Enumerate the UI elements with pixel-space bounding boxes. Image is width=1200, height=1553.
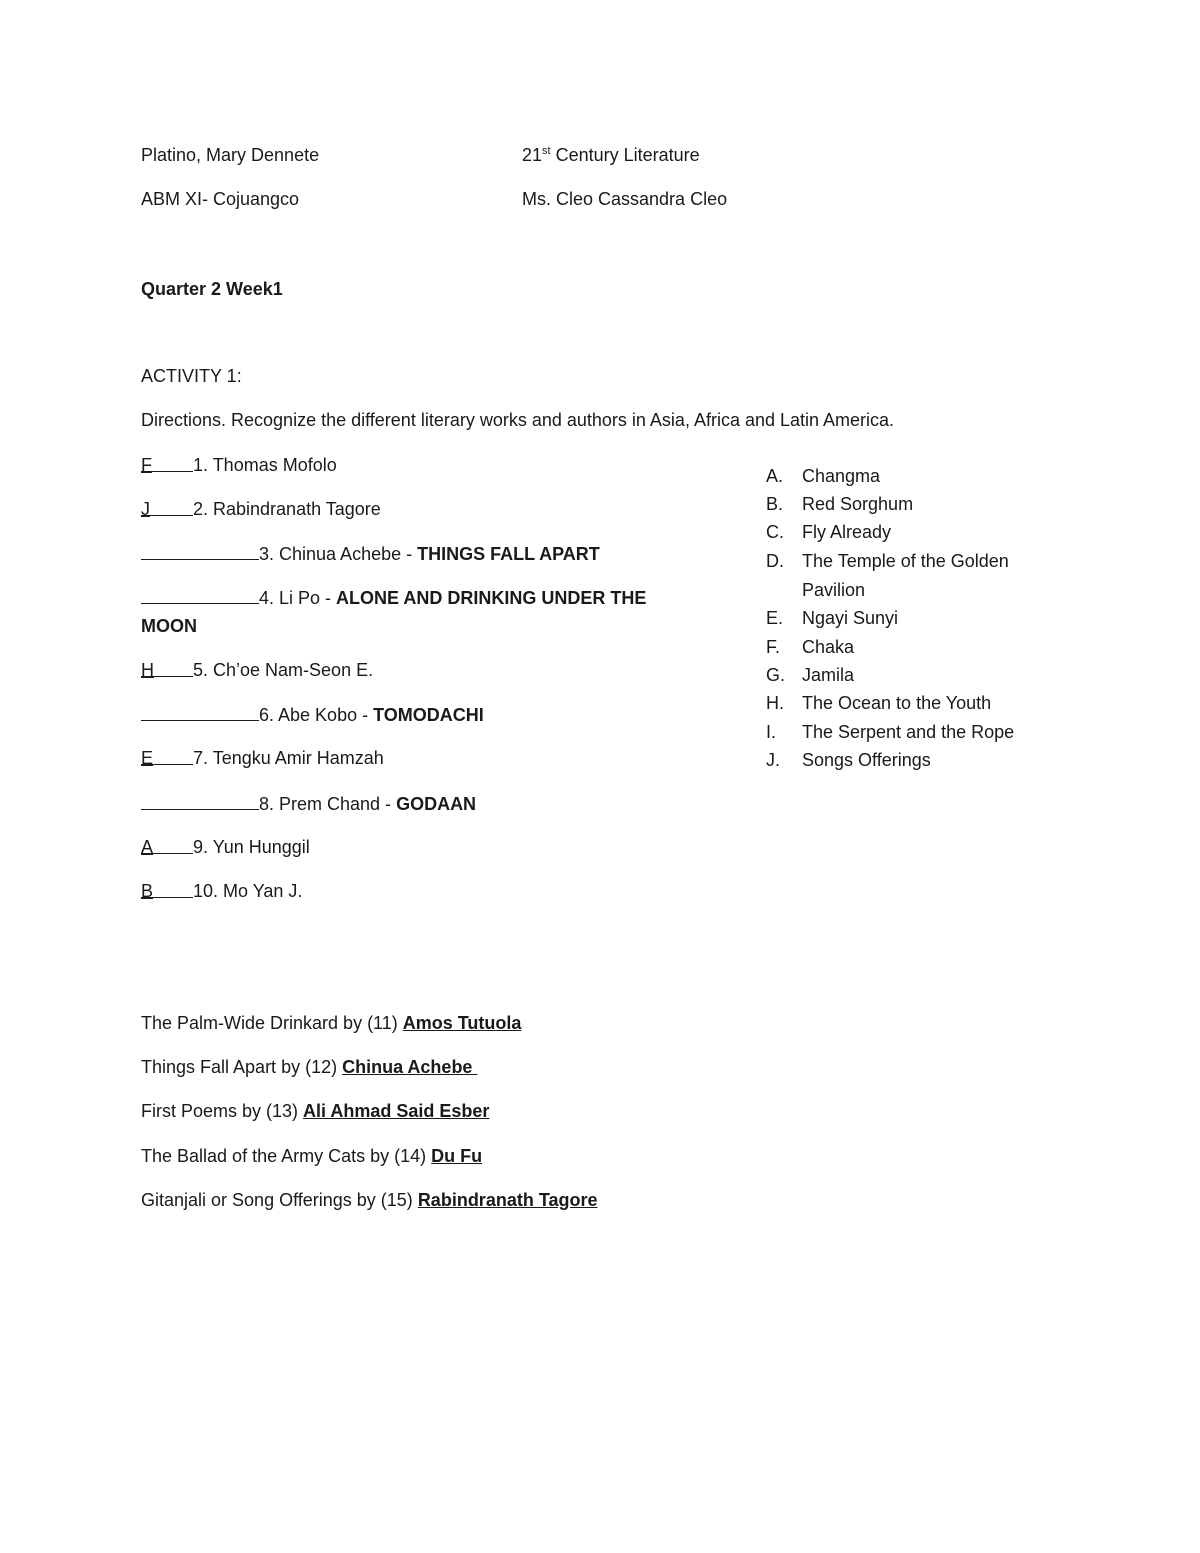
item-2: J 2. Rabindranath Tagore (141, 499, 381, 519)
quarter-heading: Quarter 2 Week1 (141, 279, 283, 299)
option-e: E. Ngayi Sunyi (766, 608, 899, 628)
activity-title: ACTIVITY 1: (141, 366, 242, 386)
item-7: E 7. Tengku Amir Hamzah (141, 748, 384, 768)
directions: Directions. Recognize the different literary works and authors in Asia, Africa and Latin America. (141, 410, 895, 430)
option-j: J. Songs Offerings (766, 750, 931, 770)
item-4-continuation: MOON (141, 616, 197, 636)
work-15: Gitanjali or Song Offerings by (15) Rabindranath Tagore (141, 1190, 598, 1210)
item-6: 6. Abe Kobo - TOMODACHI (141, 704, 484, 727)
section-name: ABM XI- Cojuangco (141, 189, 300, 209)
work-12: Things Fall Apart by (12) Chinua Achebe (141, 1057, 478, 1077)
answer-blank (141, 543, 259, 560)
answer-blank: J (141, 499, 193, 516)
option-d-continuation: Pavilion (802, 580, 866, 600)
student-name: Platino, Mary Dennete (141, 145, 320, 165)
item-8: 8. Prem Chand - GODAAN (141, 793, 476, 816)
work-11: The Palm-Wide Drinkard by (11) Amos Tutuola (141, 1013, 522, 1033)
teacher-name: Ms. Cleo Cassandra Cleo (522, 189, 728, 209)
item-5: H 5. Ch’oe Nam-Seon E. (141, 660, 374, 680)
answer-blank (141, 793, 259, 810)
option-a: A. Changma (766, 466, 881, 486)
item-4: 4. Li Po - ALONE AND DRINKING UNDER THE (141, 587, 646, 610)
work-14: The Ballad of the Army Cats by (14) Du Fu (141, 1146, 483, 1166)
option-g: G. Jamila (766, 665, 855, 685)
answer-blank: A (141, 837, 193, 854)
answer-blank: H (141, 660, 193, 677)
answer-blank (141, 587, 259, 604)
answer-blank: E (141, 748, 193, 765)
option-b: B. Red Sorghum (766, 494, 914, 514)
subject-title: 21st Century Literature (522, 145, 700, 165)
option-d: D. The Temple of the Golden (766, 551, 1009, 571)
option-h: H. The Ocean to the Youth (766, 693, 992, 713)
answer-blank: F (141, 455, 193, 472)
item-9: A 9. Yun Hunggil (141, 837, 310, 857)
option-c: C. Fly Already (766, 522, 892, 542)
item-1: F 1. Thomas Mofolo (141, 455, 337, 475)
option-f: F. Chaka (766, 637, 855, 657)
option-i: I. The Serpent and the Rope (766, 722, 1015, 742)
work-13: First Poems by (13) Ali Ahmad Said Esber (141, 1101, 490, 1121)
answer-blank (141, 704, 259, 721)
item-10: B 10. Mo Yan J. (141, 881, 303, 901)
item-3: 3. Chinua Achebe - THINGS FALL APART (141, 543, 600, 566)
answer-blank: B (141, 881, 193, 898)
